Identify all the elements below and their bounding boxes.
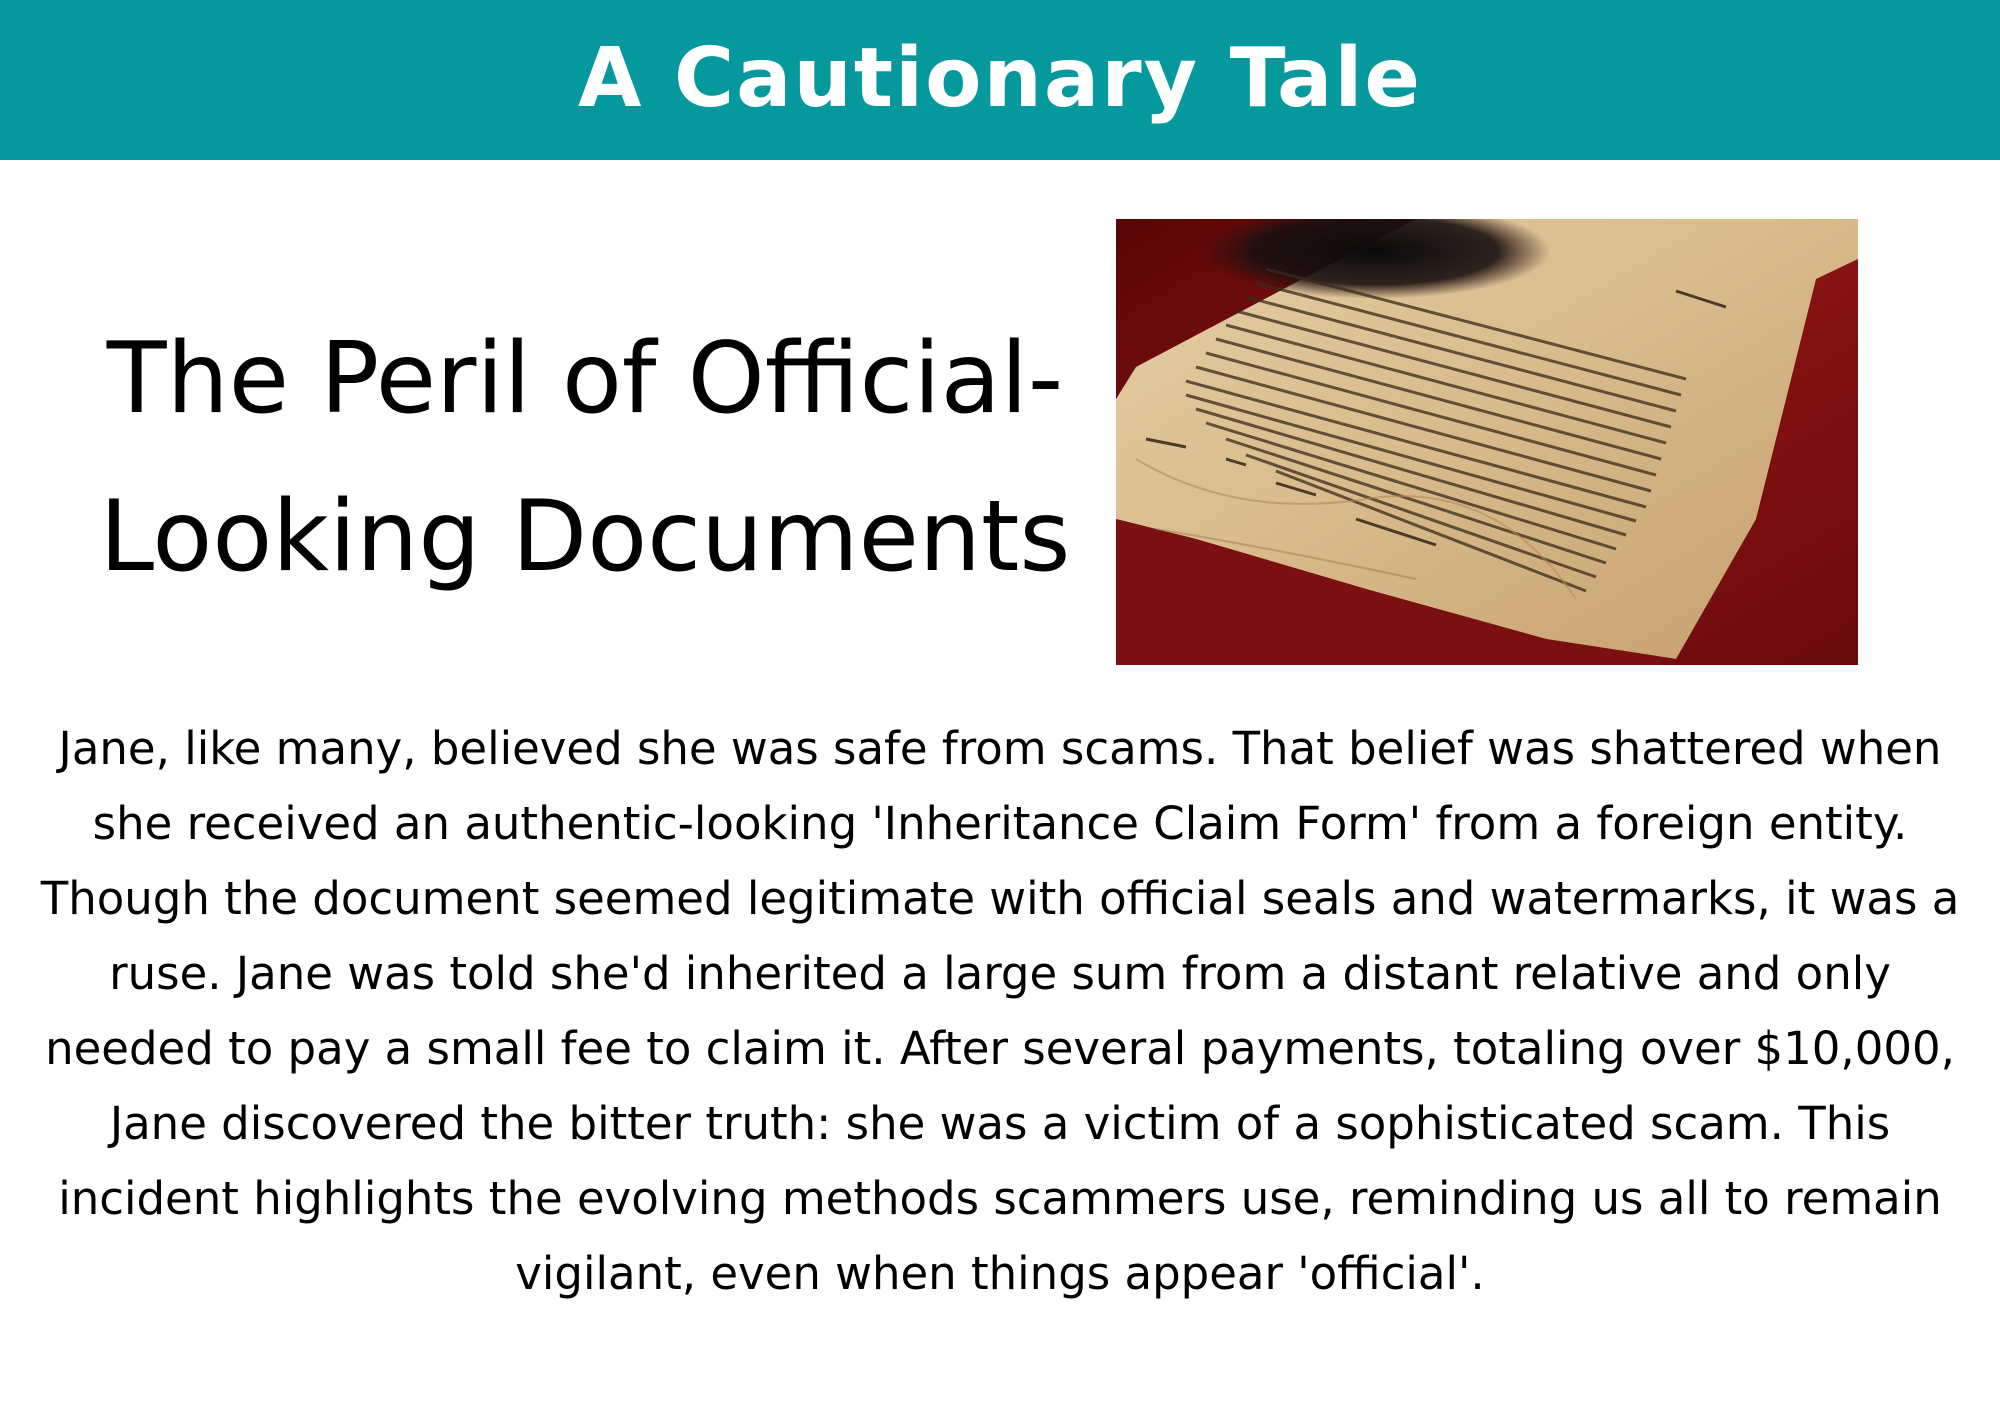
headline-line-2: Looking Documents xyxy=(99,480,1071,594)
story-paragraph: Jane, like many, believed she was safe from scams. That belief was shattered when she received an authentic-looking 'Inheritance Claim Form' from a foreign entity. Though the document seemed legitimate with official seals and watermarks, it was a ruse. Jane was told she'd inherited a large sum from a distant relative and only needed to pay a small fee to claim it. After several payments, totaling over $10,000, Jane discovered the bitter truth: she was a victim of a sophisticated scam. This incident highlights the evolving methods scammers use, reminding us all to remain vigilant, even when things appear 'official'. xyxy=(40,722,1960,1300)
banner-title: A Cautionary Tale xyxy=(577,30,1423,126)
aged-document-photo xyxy=(1116,219,1858,665)
headline-line-1: The Peril of Official- xyxy=(106,322,1064,436)
headline xyxy=(40,300,1130,616)
title-banner xyxy=(0,0,2000,160)
